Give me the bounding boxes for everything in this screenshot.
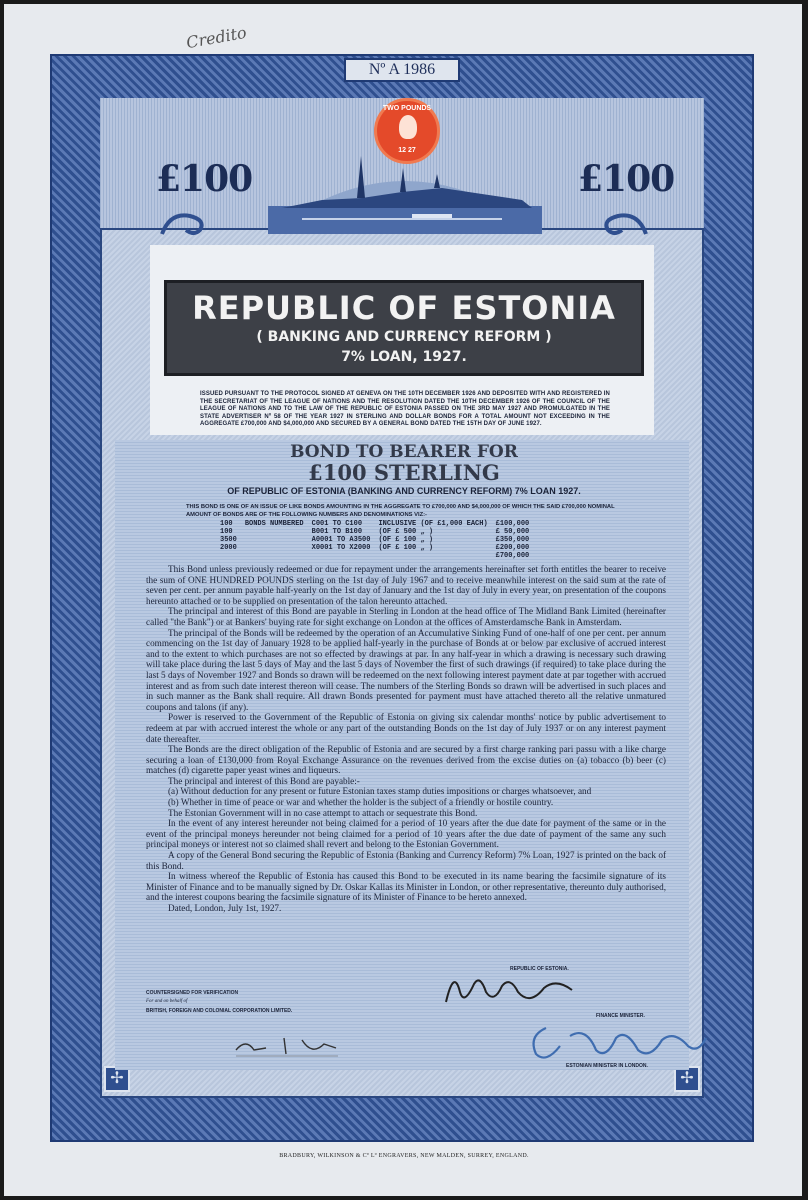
countersigned-label: COUNTERSIGNED FOR VERIFICATION: [146, 990, 239, 996]
denomination-cell: [374, 552, 491, 560]
minister-london-label: ESTONIAN MINISTER IN LONDON.: [566, 1063, 648, 1069]
denomination-cell: (OF £ 500 „ ): [378, 528, 434, 536]
title-banner: [164, 280, 644, 376]
denomination-left: £100: [156, 158, 253, 200]
denomination-cell: £700,000: [495, 552, 530, 560]
bond-issue-statement: THIS BOND IS ONE OF AN ISSUE OF LIKE BONDS AMOUNTING IN THE AGGREGATE TO £700,000 AND $4,000,000 OF WHICH THE SAID £700,000 NOMINAL AMOUNT OF BONDS ARE OF THE FOLLOWING NUMBERS AND DENOMINATIONS VIZ:-: [186, 504, 615, 518]
bond-body-text: [146, 564, 666, 914]
denomination-cell: 2000: [220, 544, 237, 552]
denomination-row: [216, 520, 533, 528]
engraver-imprint: BRADBURY, WILKINSON & Cº Lº ENGRAVERS, NEW MALDEN, SURREY, ENGLAND.: [279, 1153, 529, 1159]
minister-london-signature: [526, 1016, 712, 1066]
handwritten-note: Credito: [184, 22, 248, 53]
bond-heading: BOND TO BEARER FOR: [290, 442, 518, 462]
denomination-row: [216, 544, 533, 552]
body-paragraph: A copy of the General Bond securing the Republic of Estonia (Banking and Currency Reform) 7% Loan, 1927 is printed on the back of this Bond.: [146, 850, 666, 871]
body-paragraph: Power is reserved to the Government of the Republic of Estonia on giving six calendar months' notice by public advertisement to redeem at par with accrued interest the whole or any part of the outstanding Bonds on the 1st day of July 1937 or on any interest payment date thereafter.: [146, 712, 666, 744]
denomination-row: [216, 552, 533, 560]
denomination-cell: 3500: [220, 536, 237, 544]
behalf-label: For and on behalf of: [146, 999, 188, 1004]
denomination-right: £100: [578, 158, 675, 200]
document-title: REPUBLIC OF ESTONIA: [192, 289, 616, 327]
corner-ornament-left: ✢: [104, 1066, 130, 1092]
seal-numbers: 12 27: [398, 147, 416, 154]
denomination-cell: [241, 552, 308, 560]
denomination-cell: 100: [220, 528, 233, 536]
issue-notice: ISSUED PURSUANT TO THE PROTOCOL SIGNED AT GENEVA ON THE 10TH DECEMBER 1926 AND DEPOSITED WITH AND REGISTERED IN THE SECRETARIAT OF THE LEAGUE OF NATIONS AND THE RESOLUTION DATED THE 10TH DECEMBER 1926 OF THE COUNCIL OF THE LEAGUE OF NATIONS AND TO THE LAW OF THE REPUBLIC OF ESTONIA PASSED ON THE 3RD MAY 1927 AND PROMULGATED IN THE STATE ADVERTISER Nº 58 OF THE YEAR 1927 IN STERLING AND DOLLAR BONDS FOR A TOTAL AMOUNT NOT EXCEEDING IN THE AGGREGATE £700,000 AND $4,000,000 AND SECURED BY A GENERAL BOND DATED THE 15TH DAY OF JUNE 1927.: [200, 391, 610, 427]
serial-number: Nº A 1986: [344, 58, 460, 82]
denominations-table: [216, 520, 533, 560]
bond-amount-heading: £100 STERLING: [308, 460, 500, 485]
seal-label: TWO POUNDS: [382, 105, 432, 112]
republic-signature-label: REPUBLIC OF ESTONIA.: [510, 966, 569, 972]
denomination-cell: 100: [220, 520, 233, 528]
denomination-cell: X0001 TO X2000: [311, 544, 371, 552]
scroll-ornament-left: [160, 208, 212, 238]
body-paragraph: Dated, London, July 1st, 1927.: [168, 903, 282, 913]
denomination-cell: (OF £ 100 „ ): [378, 536, 434, 544]
denomination-cell: £200,000: [495, 544, 530, 552]
denomination-cell: £350,000: [495, 536, 530, 544]
denomination-cell: [308, 552, 375, 560]
countersignature: [232, 1030, 342, 1060]
finance-minister-signature: [440, 962, 580, 1012]
denomination-cell: BONDS NUMBERED: [244, 520, 304, 528]
body-paragraph: The Estonian Government will in no case attempt to attach or sequestrate this Bond.: [168, 807, 478, 818]
body-paragraph: In the event of any interest hereunder not being claimed for a period of 10 years after the due date for payment of the same or in the event of the principal moneys hereunder not being claimed for a period of 10 years after the due date of payment of the same any such principal moneys or interest not so claimed shall revert and belong to the Estonian Government.: [146, 818, 666, 850]
body-paragraph: The principal and interest of this Bond are payable in Sterling in London at the head office of The Midland Bank Limited (hereinafter called "the Bank") or at Bankers' buying rate for sight exchange on London at the offices of Amsterdamsche Bank in Amsterdam.: [146, 606, 666, 627]
corner-ornament-right: ✢: [674, 1066, 700, 1092]
denomination-row: [216, 528, 533, 536]
denomination-cell: [216, 552, 241, 560]
denomination-cell: INCLUSIVE (OF £1,000 EACH): [378, 520, 488, 528]
body-paragraph: The Bonds are the direct obligation of the Republic of Estonia and are secured by a first charge ranking pari passu with a like charge securing a loan of £130,000 from Royal Exchange Assurance on the revenues derived from the excise duties on (a) tobacco (b) beer (c) matches (d) cigarette paper yeast wines and liqueurs.: [146, 744, 666, 776]
finance-minister-label: FINANCE MINISTER.: [596, 1013, 645, 1019]
denomination-cell: £100,000: [495, 520, 530, 528]
seal-portrait: [399, 115, 417, 139]
bond-subheading: OF REPUBLIC OF ESTONIA (BANKING AND CURRENCY REFORM) 7% LOAN 1927.: [227, 486, 581, 496]
body-paragraph: This Bond unless previously redeemed or due for repayment under the arrangements hereinafter set forth entitles the bearer to receive the sum of ONE HUNDRED POUNDS sterling on the 1st day of July 1967 and to receive meanwhile interest on the said sum at the rate of seven per cent. per annum payable half-yearly on the 1st day of January and the 1st day of July in every year, on presentation of the coupons hereunto attached or to be supplied on presentation of the talon hereunto attached.: [146, 564, 666, 606]
body-paragraph: (a) Without deduction for any present or future Estonian taxes stamp duties impositions or charges whatsoever, and: [168, 786, 592, 797]
denomination-cell: B001 TO B100: [311, 528, 363, 536]
body-paragraph: In witness whereof the Republic of Estonia has caused this Bond to be executed in its name bearing the facsimile signature of its Minister of Finance and to be manually signed by Dr. Oskar Kallas its Minister in London, or other representative, thereunto duly authorised, and the interest coupons bearing the facsimile signature of its Minister of Finance to be hereto annexed.: [146, 871, 666, 903]
scroll-ornament-right: [596, 208, 648, 238]
denomination-row: [216, 536, 533, 544]
denomination-cell: (OF £ 100 „ ): [378, 544, 434, 552]
denomination-cell: [241, 544, 308, 552]
denomination-cell: C001 TO C100: [311, 520, 363, 528]
loan-title: 7% LOAN, 1927.: [341, 349, 467, 365]
denomination-cell: A0001 TO A3500: [311, 536, 371, 544]
body-paragraph: The principal and interest of this Bond are payable:-: [168, 775, 360, 786]
corporation-label: BRITISH, FOREIGN AND COLONIAL CORPORATION LIMITED.: [146, 1008, 293, 1014]
denomination-cell: [241, 536, 308, 544]
stamp-seal: [374, 98, 440, 164]
denomination-cell: £ 50,000: [495, 528, 530, 536]
document-subtitle: ( BANKING AND CURRENCY REFORM ): [256, 329, 552, 345]
body-paragraph: The principal of the Bonds will be redeemed by the operation of an Accumulative Sinking Fund of one-half of one per cent. per annum commencing on the 1st day of January 1928 to be applied half-yearly in the purchase of Bonds at or below par exclusive of accrued interest and to the extent to which purchases are not so effected by drawings at par. In any half-year in which a drawing is necessary such drawing will take place during the last 5 days of May and the last 5 days of November the first of such drawings (if required) to take place during the last 5 days of November 1927 and Bonds so drawn will be redeemed on the next following interest payment date at par together with accrued interest and as from such date interest thereon will cease. The numbers of the Sterling Bonds so drawn will be advertised in such places and in such manner as the Bank shall require. All drawn Bonds presented for payment must have attached thereto all the relative unmatured coupons and talons (if any).: [146, 627, 666, 712]
denomination-cell: [241, 528, 308, 536]
body-paragraph: (b) Whether in time of peace or war and whether the holder is the subject of a friendly or hostile country.: [168, 797, 554, 808]
